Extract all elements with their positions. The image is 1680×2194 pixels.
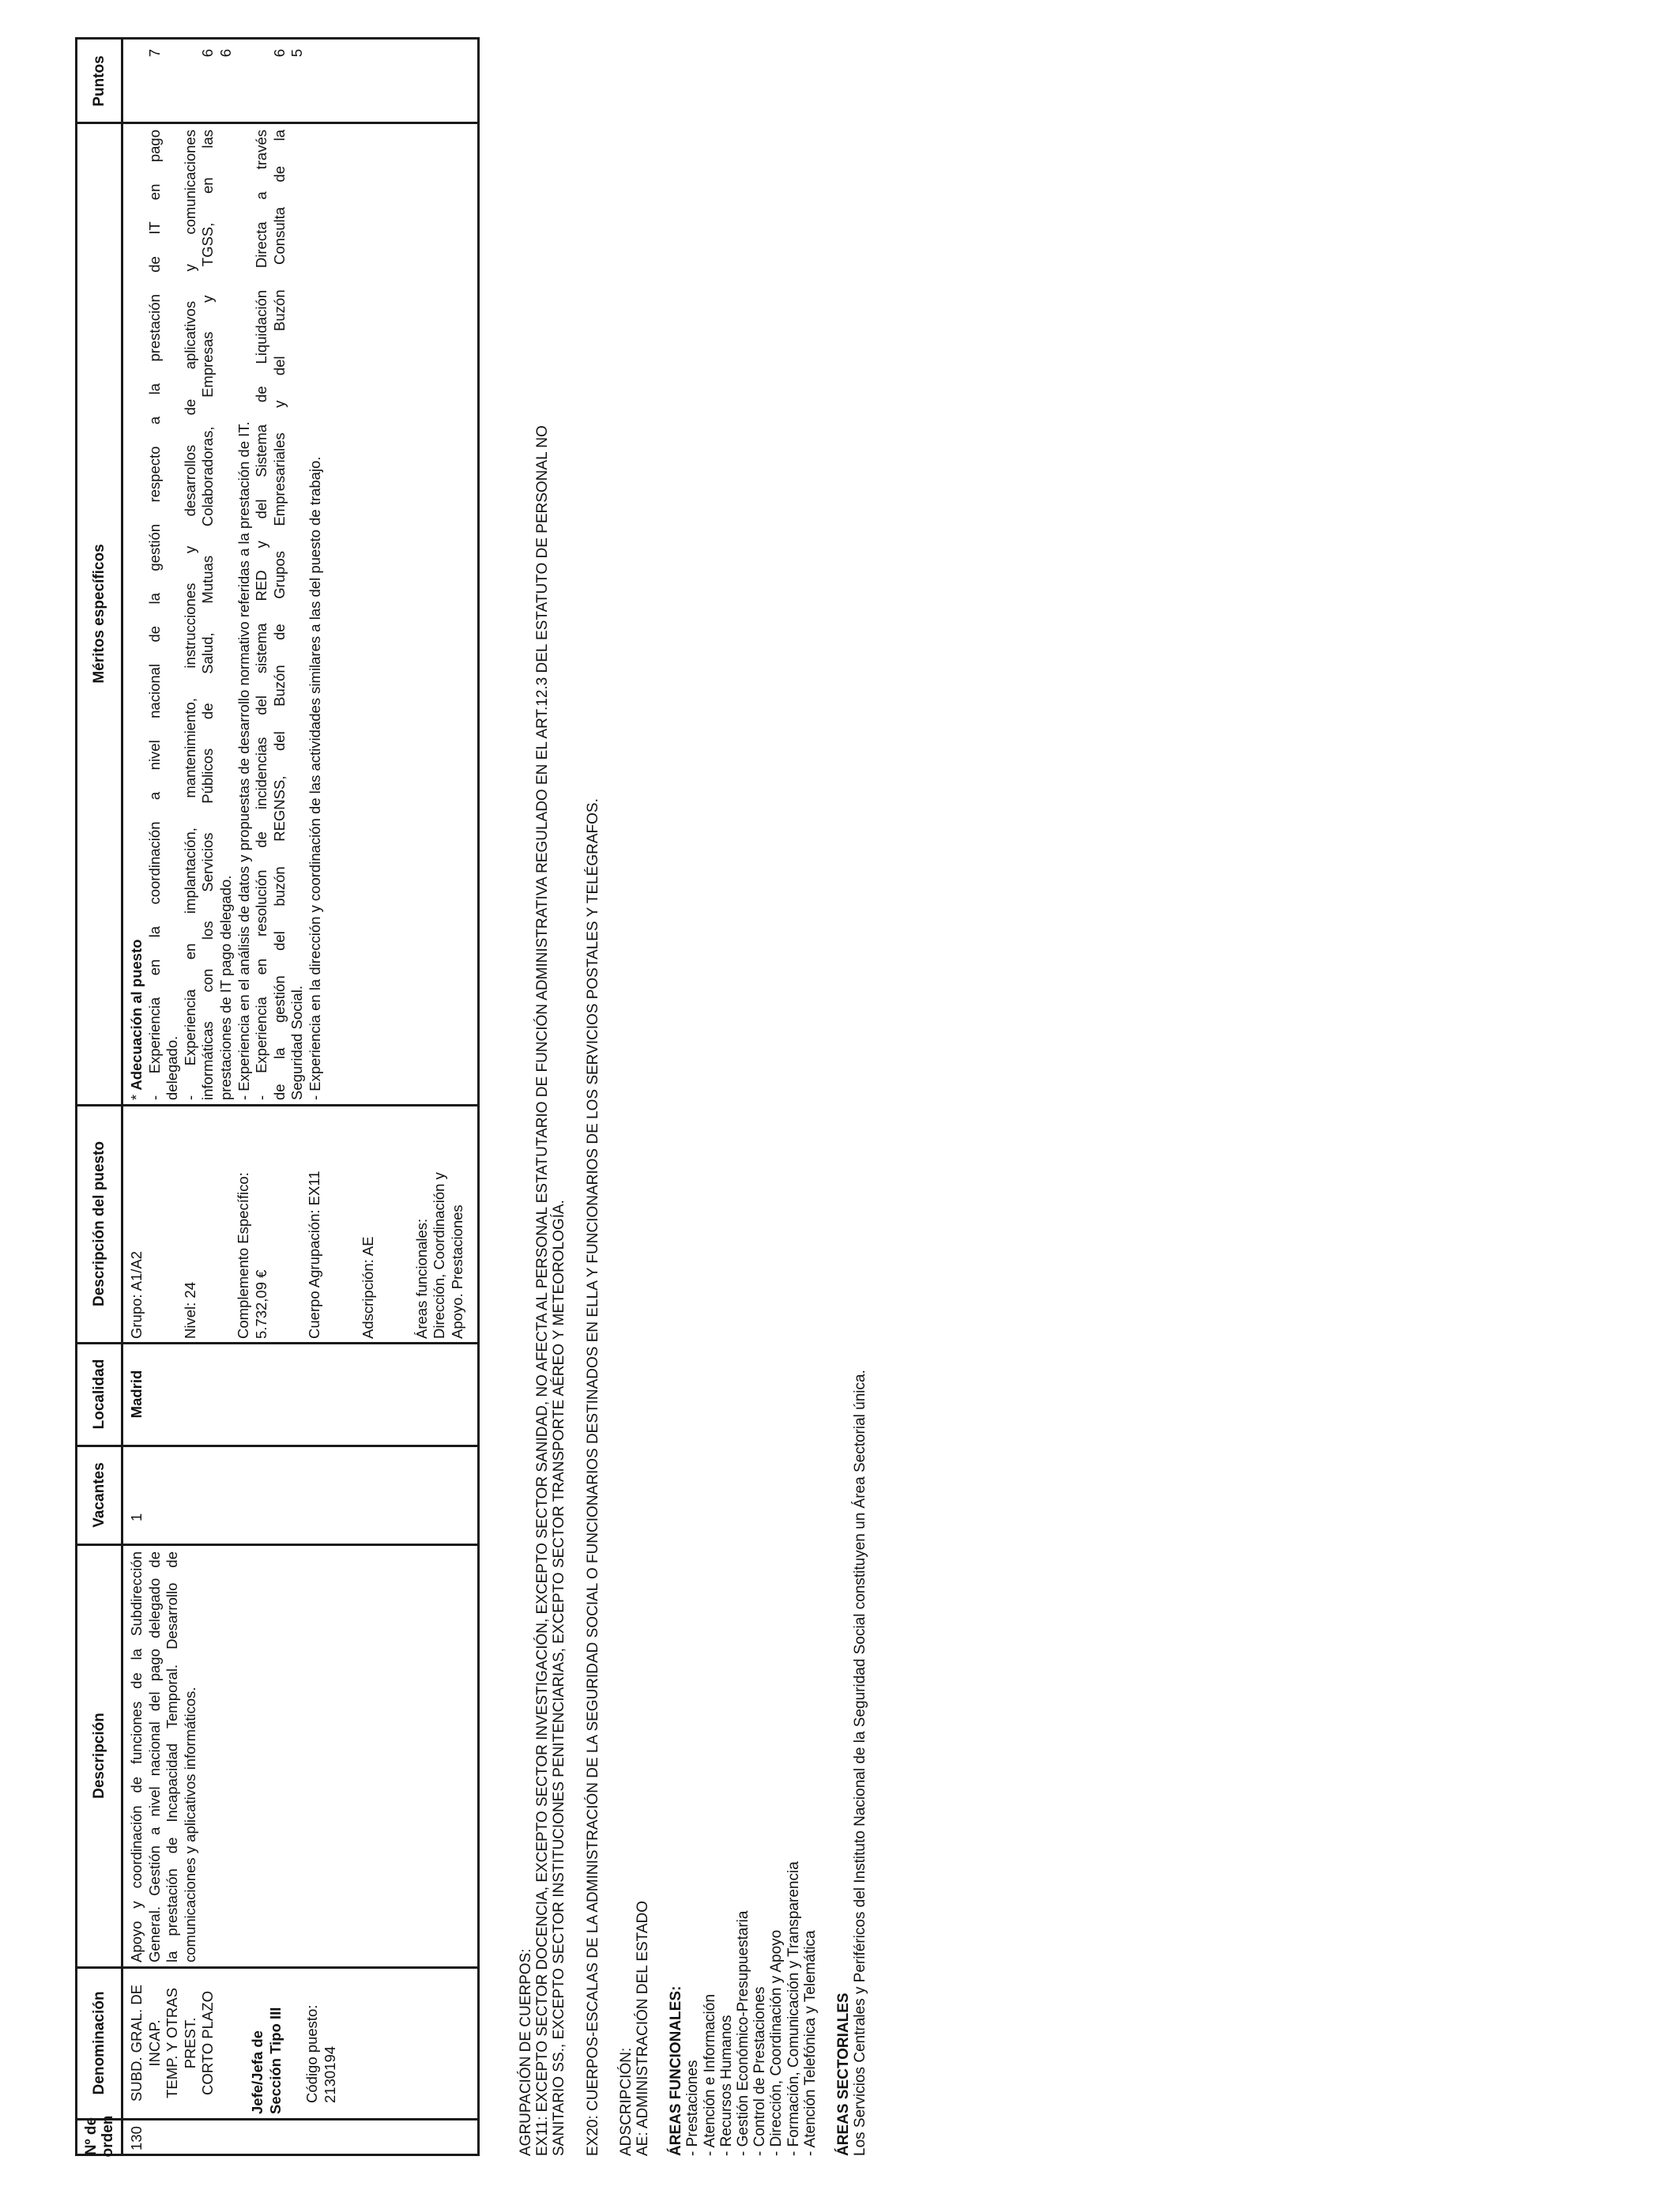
complemento-label: Complemento Específico: <box>235 1172 252 1339</box>
ex11-line: SANITARIO SS., EXCEPTO SECTOR INSTITUCIONES PENITENCIARIAS, EXCEPTO SECTOR TRANSPORTE AÉREO Y METEOROLOGÍA. <box>551 1200 568 2156</box>
notes-section <box>518 62 868 2156</box>
vacancy-table <box>75 37 480 2156</box>
areas-funcionales-title: ÁREAS FUNCIONALES: <box>668 1985 685 2156</box>
codigo-puesto: Código puesto: 2130194 <box>303 2004 338 2103</box>
puntos-value: 7 <box>145 49 163 58</box>
header-vacantes: Vacantes <box>91 1462 107 1528</box>
cell-localidad: Madrid <box>128 1370 145 1419</box>
area-funcional-item: - Gestión Económico-Presupuestaria <box>735 1910 752 2156</box>
complemento-value: 5.732,09 € <box>252 1269 269 1339</box>
area-funcional-item: - Dirección, Coordinación y Apoyo <box>768 1929 785 2156</box>
header-descripcion: Descripción <box>91 1713 107 1799</box>
header-denominacion: Denominación <box>91 1991 107 2095</box>
area-funcional-item: - Recursos Humanos <box>718 2015 735 2156</box>
area-funcional-item: - Formación, Comunicación y Transparencia <box>785 1861 802 2156</box>
area-funcional-item: - Control de Prestaciones <box>751 1986 769 2156</box>
header-localidad: Localidad <box>91 1359 107 1430</box>
column-divider <box>77 1104 477 1106</box>
cell-descripcion <box>128 1551 199 1962</box>
puesto-name: Jefe/Jefa de Sección Tipo III <box>248 2007 284 2114</box>
cell-descripcion-puesto <box>128 1110 466 1339</box>
areas-value: Dirección, Coordinación y <box>431 1172 448 1339</box>
areas-value: Apoyo. Prestaciones <box>448 1204 465 1339</box>
descripcion-line: Apoyo y coordinación de funciones de la Subdirección <box>128 1551 145 1962</box>
puntos-value: 5 <box>288 49 306 58</box>
puntos-value: 6 <box>217 49 234 58</box>
cell-orden: 130 <box>128 2126 145 2151</box>
cell-puntos <box>128 49 307 124</box>
table-header-row <box>77 40 123 2158</box>
header-puntos: Puntos <box>91 55 107 107</box>
ex11-line: EX11: EXCEPTO SECTOR DOCENCIA, EXCEPTO SECTOR INVESTIGACIÓN, EXCEPTO SECTOR SANIDAD, NO AFECTA AL PERSONAL ESTATUTARIO DE FUNCIÓN ADMINISTRATIVA REGULADO EN EL ART.12.3 DEL ESTATUTO DE PERSONAL NO <box>534 425 552 2156</box>
cuerpo-agrupacion: Cuerpo Agrupación: EX11 <box>306 1171 323 1339</box>
areas-sectoriales-title: ÁREAS SECTORIALES <box>835 1992 853 2156</box>
adscripcion-ae: AE: ADMINISTRACIÓN DEL ESTADO <box>635 1900 652 2156</box>
merito-item: - Experiencia en la dirección y coordinación de las actividades similares a las del puesto de trabajo. <box>306 456 323 1100</box>
puntos-value: 6 <box>270 49 288 58</box>
cell-denominacion <box>128 1972 339 2114</box>
merito-item: - Experiencia en implantación, mantenimiento, instrucciones y desarrollos de aplicativos y comunicaciones informáticas con los Servicios Públicos de Salud, Mutuas Colaboradoras, Empresas y TGSS, en las prestaciones de IT pago delegado. <box>181 130 234 1100</box>
column-divider <box>77 1966 477 1969</box>
unidad-line: SUBD. GRAL. DE INCAP. <box>128 1984 163 2102</box>
descripcion-line: General. Gestión a nivel nacional del pago delegado de <box>145 1551 163 1962</box>
meritos-heading: * Adecuación al puesto <box>128 939 145 1100</box>
descripcion-line: la prestación de Incapacidad Temporal. Desarrollo de <box>164 1551 181 1962</box>
header-descripcion-puesto: Descripción del puesto <box>91 1140 107 1307</box>
unidad-line: TEMP. Y OTRAS PREST. <box>164 1988 198 2098</box>
merito-item: - Experiencia en el análisis de datos y propuestas de desarrollo normativo referidas a la prestación de IT. <box>235 421 252 1100</box>
areas-label: Áreas funcionales: <box>412 1218 430 1339</box>
header-orden: Nº de orden <box>82 2115 116 2158</box>
cell-vacantes: 1 <box>128 1513 145 1521</box>
merito-item: - Experiencia en resolución de incidencias del sistema RED y del Sistema de Liquidación Directa a través de la gestión del buzón REGNSS, del Buzón de Grupos Empresariales y del Buzón Consulta de la Seguridad Social. <box>253 130 306 1100</box>
nivel: Nivel: 24 <box>181 1282 198 1339</box>
puntos-value: 6 <box>199 49 217 58</box>
descripcion-line: comunicaciones y aplicativos informáticos. <box>181 1687 198 1962</box>
agrupacion-title: AGRUPACIÓN DE CUERPOS: <box>518 1948 534 2156</box>
area-funcional-item: - Atención e Información <box>701 1994 718 2156</box>
areas-sectoriales-text: Los Servicios Centrales y Periféricos del Instituto Nacional de la Seguridad Social constituyen un Área Sectorial única. <box>852 1370 869 2156</box>
area-funcional-item: - Prestaciones <box>684 2060 702 2156</box>
adscripcion-title: ADSCRIPCIÓN: <box>617 2047 635 2156</box>
grupo: Grupo: A1/A2 <box>128 1250 145 1339</box>
area-funcional-item: - Atención Telefónica y Telemática <box>801 1930 819 2156</box>
cell-meritos <box>128 130 325 1100</box>
ex20-line: EX20: CUERPOS-ESCALAS DE LA ADMINISTRACIÓN DE LA SEGURIDAD SOCIAL O FUNCIONARIOS DESTINADOS EN ELLA Y FUNCIONARIOS DE LOS SERVICIOS POSTALES Y TELÉGRAFOS. <box>584 798 601 2156</box>
column-divider <box>77 1544 477 1546</box>
header-meritos: Méritos específicos <box>91 544 107 684</box>
merito-item: - Experiencia en la coordinación a nivel nacional de la gestión respecto a la prestación de IT en pago delegado. <box>145 130 181 1100</box>
unidad-line: CORTO PLAZO <box>199 1991 217 2095</box>
adscripcion: Adscripción: AE <box>359 1236 376 1339</box>
